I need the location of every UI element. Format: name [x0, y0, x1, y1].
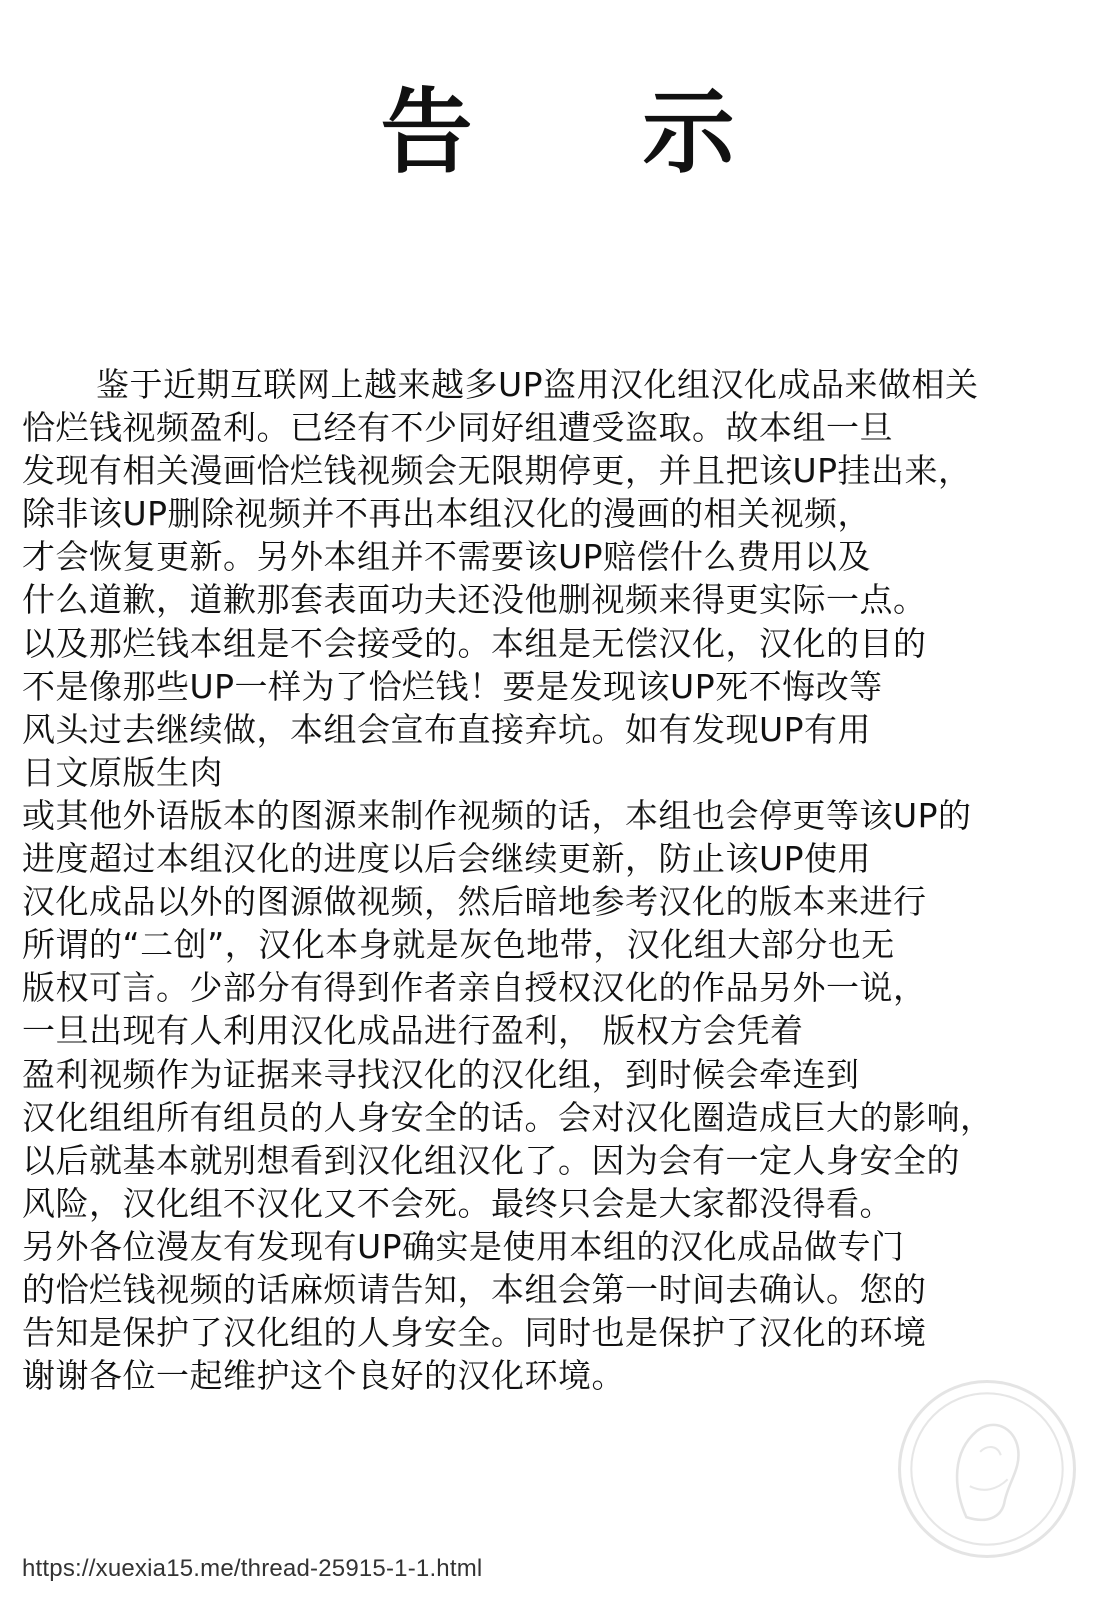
notice-line: 才会恢复更新。另外本组并不需要该UP赔偿什么费用以及 — [22, 537, 872, 577]
notice-line: 另外各位漫友有发现有UP确实是使用本组的汉化成品做专门 — [22, 1226, 905, 1266]
notice-line: 汉化组组所有组员的人身安全的话。会对汉化圈造成巨大的影响， — [22, 1097, 994, 1137]
notice-line: 一旦出现有人利用汉化成品进行盈利， 版权方会凭着 — [22, 1011, 804, 1051]
notice-line: 风险，汉化组不汉化又不会死。最终只会是大家都没得看。 — [22, 1183, 893, 1223]
notice-line: 的恰烂钱视频的话麻烦请告知，本组会第一时间去确认。您的 — [22, 1269, 927, 1309]
notice-title — [0, 78, 1115, 188]
notice-title-char-1: 告 — [380, 79, 473, 186]
notice-line: 所谓的“二创”，汉化本身就是灰色地带，汉化组大部分也无 — [22, 925, 895, 965]
notice-line: 鉴于近期互联网上越来越多UP盗用汉化组汉化成品来做相关 — [96, 365, 979, 404]
notice-line: 风头过去继续做，本组会宣布直接弃坑。如有发现UP有用 — [22, 709, 872, 749]
circular-seal-watermark-icon — [898, 1380, 1076, 1558]
notice-body — [22, 363, 1102, 1397]
notice-line: 恰烂钱视频盈利。已经有不少同好组遭受盗取。故本组一旦 — [22, 408, 893, 448]
seal-drawing-icon — [901, 1383, 1073, 1555]
notice-line: 什么道歉，道歉那套表面功夫还没他删视频来得更实际一点。 — [22, 580, 927, 620]
notice-line: 盈利视频作为证据来寻找汉化的汉化组，到时候会牵连到 — [22, 1054, 860, 1094]
notice-line: 谢谢各位一起维护这个良好的汉化环境。 — [22, 1356, 625, 1396]
source-url: https://xuexia15.me/thread-25915-1-1.html — [22, 1555, 483, 1582]
notice-line: 发现有相关漫画恰烂钱视频会无限期停更，并且把该UP挂出来， — [22, 451, 972, 491]
notice-line: 汉化成品以外的图源做视频，然后暗地参考汉化的版本来进行 — [22, 882, 927, 922]
notice-line: 进度超过本组汉化的进度以后会继续更新，防止该UP使用 — [22, 839, 872, 879]
notice-title-char-2: 示 — [642, 79, 735, 186]
notice-line: 以后就基本就别想看到汉化组汉化了。因为会有一定人身安全的 — [22, 1140, 960, 1180]
notice-line: 除非该UP删除视频并不再出本组汉化的漫画的相关视频， — [22, 494, 872, 534]
notice-line: 不是像那些UP一样为了恰烂钱！要是发现该UP死不悔改等 — [22, 666, 883, 706]
notice-line: 或其他外语版本的图源来制作视频的话，本组也会停更等该UP的 — [22, 795, 972, 835]
notice-line: 以及那烂钱本组是不会接受的。本组是无偿汉化，汉化的目的 — [22, 623, 927, 663]
notice-line: 日文原版生肉 — [22, 752, 223, 792]
notice-line: 告知是保护了汉化组的人身安全。同时也是保护了汉化的环境 — [22, 1313, 927, 1353]
notice-line: 版权可言。少部分有得到作者亲自授权汉化的作品另外一说， — [22, 968, 927, 1008]
